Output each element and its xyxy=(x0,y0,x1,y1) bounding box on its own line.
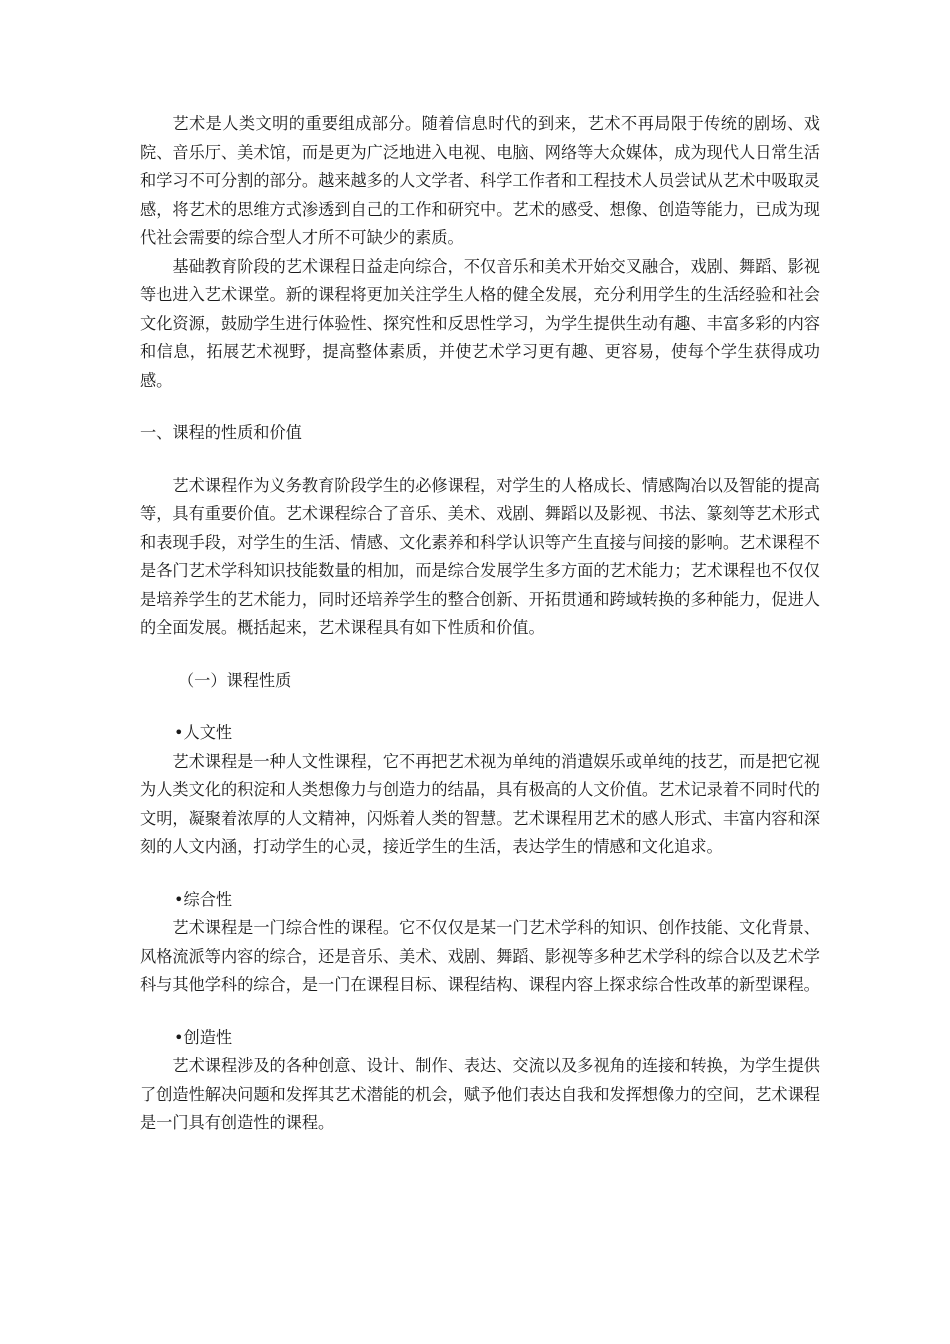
humanities-paragraph: 艺术课程是一种人文性课程，它不再把艺术视为单纯的消遣娱乐或单纯的技艺，而是把它视为人类文化的积淀和人类想像力与创造力的结晶，具有极高的人文价值。艺术记录着不同时代的文明，凝聚着浓厚的人文精神，闪烁着人类的智慧。艺术课程用艺术的感人形式、丰富内容和深刻的人文内涵，打动学生的心灵，接近学生的生活，表达学生的情感和文化追求。 xyxy=(140,751,820,856)
intro-paragraph-2: 基础教育阶段的艺术课程日益走向综合，不仅音乐和美术开始交叉融合，戏剧、舞蹈、影视等也进入艺术课堂。新的课程将更加关注学生人格的健全发展，充分利用学生的生活经验和社会文化资源，鼓励学生进行体验性、探究性和反思性学习，为学生提供生动有趣、丰富多彩的内容和信息，拓展艺术视野，提高整体素质，并使艺术学习更有趣、更容易，使每个学生获得成功感。 xyxy=(140,256,820,390)
bullet-comprehensive: •综合性 xyxy=(174,889,233,909)
subsection-heading-course-nature: （一）课程性质 xyxy=(178,670,292,690)
bullet-humanities: •人文性 xyxy=(174,723,233,742)
value-paragraph: 艺术课程作为义务教育阶段学生的必修课程，对学生的人格成长、情感陶冶以及智能的提高等，具有重要价值。艺术课程综合了音乐、美术、戏剧、舞蹈以及影视、书法、篆刻等艺术形式和表现手段，对学生的生活、情感、文化素养和科学认识等产生直接与间接的影响。艺术课程不是各门艺术学科知识技能数量的相加，而是综合发展学生多方面的艺术能力；艺术课程也不仅仅是培养学生的艺术能力，同时还培养学生的整合创新、开拓贯通和跨域转换的多种能力，促进人的全面发展。概括起来，艺术课程具有如下性质和价值。 xyxy=(140,475,820,637)
creative-paragraph: 艺术课程涉及的各种创意、设计、制作、表达、交流以及多视角的连接和转换，为学生提供了创造性解决问题和发挥其艺术潜能的机会，赋予他们表达自我和发挥想像力的空间，艺术课程是一门具有创造性的课程。 xyxy=(140,1056,820,1132)
section-heading-nature-value: 一、课程的性质和价值 xyxy=(140,423,302,442)
bullet-creative: •创造性 xyxy=(174,1027,233,1047)
intro-paragraph-1: 艺术是人类文明的重要组成部分。随着信息时代的到来，艺术不再局限于传统的剧场、戏院、音乐厅、美术馆，而是更为广泛地进入电视、电脑、网络等大众媒体，成为现代人日常生活和学习不可分割的部分。越来越多的人文学者、科学工作者和工程技术人员尝试从艺术中吸取灵感，将艺术的思维方式渗透到自己的工作和研究中。艺术的感受、想像、创造等能力，已成为现代社会需要的综合型人才所不可缺少的素质。 xyxy=(140,114,820,247)
comprehensive-paragraph: 艺术课程是一门综合性的课程。它不仅仅是某一门艺术学科的知识、创作技能、文化背景、风格流派等内容的综合，还是音乐、美术、戏剧、舞蹈、影视等多种艺术学科的综合以及艺术学科与其他学科的综合，是一门在课程目标、课程结构、课程内容上探求综合性改革的新型课程。 xyxy=(140,918,820,994)
